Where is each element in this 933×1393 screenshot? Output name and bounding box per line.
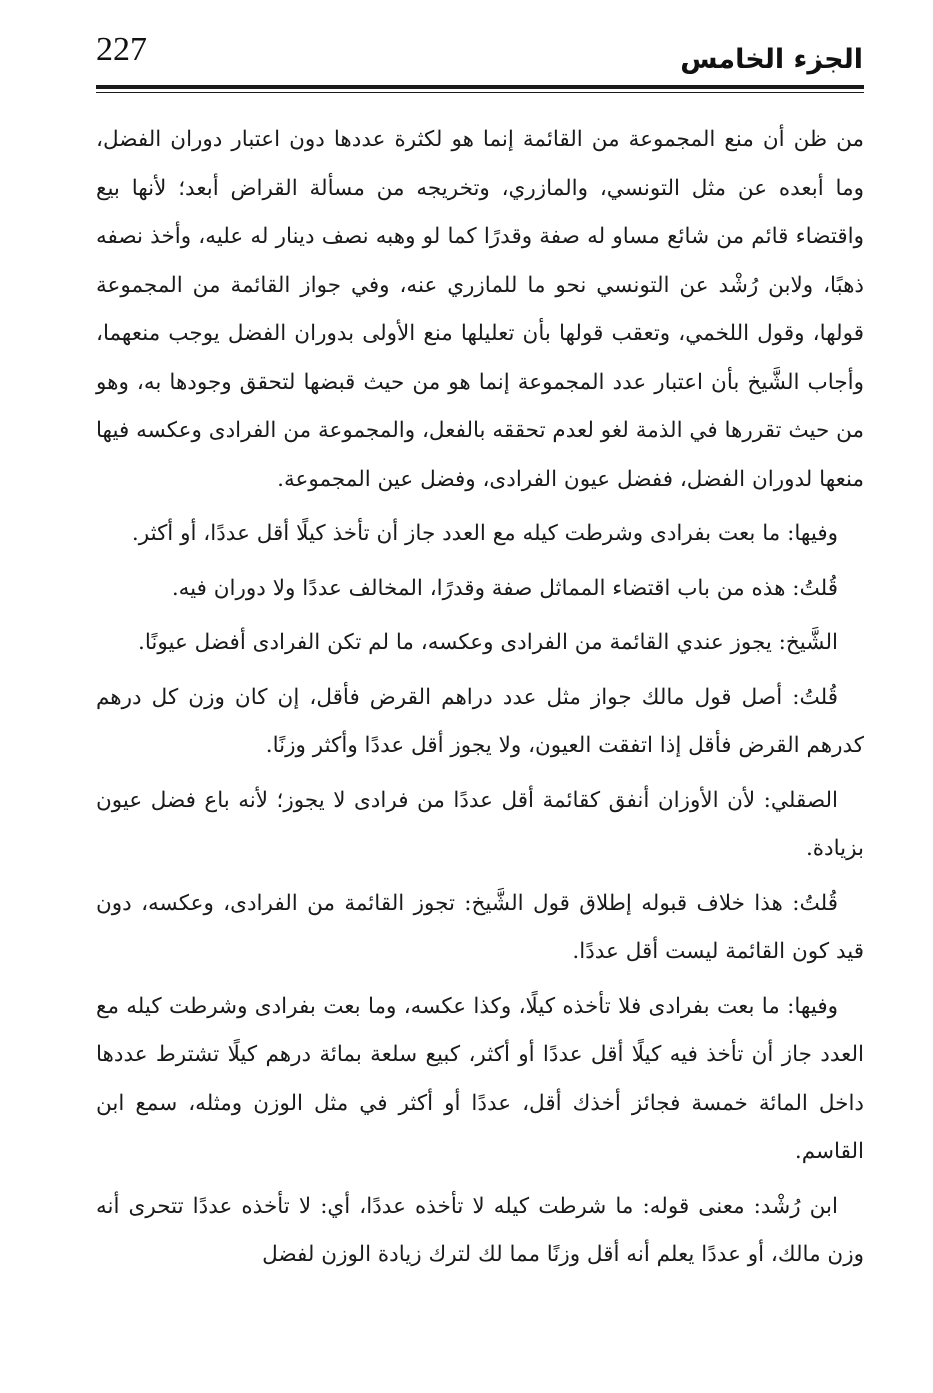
paragraph: قُلتُ: هذه من باب اقتضاء المماثل صفة وقدرًا، المخالف عددًا ولا دوران فيه.	[171, 575, 838, 601]
header-rule-thick	[96, 85, 864, 89]
body-text	[96, 116, 864, 1286]
running-title: الجزء الخامس	[680, 44, 863, 75]
paragraph: قُلتُ: أصل قول مالك جواز مثل عدد دراهم القرض فأقل، إن كان وزن كل درهم كدرهم القرض فأقل إذا اتفقت العيون، ولا يجوز أقل عددًا وأكثر وزنًا.	[96, 684, 864, 758]
paragraph: قُلتُ: هذا خلاف قبوله إطلاق قول الشَّيخ: تجوز القائمة من الفرادى، وعكسه، دون قيد كون القائمة ليست أقل عددًا.	[96, 890, 864, 964]
paragraph: وفيها: ما بعت بفرادى فلا تأخذه كيلًا، وكذا عكسه، وما بعت بفرادى وشرطت كيله مع العدد جاز أن تأخذ فيه كيلًا أقل عددًا أو أكثر، كبيع سلعة بمائة درهم كيلًا تشترط عددها داخل المائة خمسة فجائز أخذك أقل، عددًا أو أكثر في مثل الوزن ومثله، سمع ابن القاسم.	[96, 993, 864, 1164]
paragraph: الصقلي: لأن الأوزان أنفق كقائمة أقل عددًا من فرادى لا يجوز؛ لأنه باع فضل عيون بزيادة.	[96, 787, 864, 861]
page-number: 227	[96, 31, 147, 68]
paragraph: الشَّيخ: يجوز عندي القائمة من الفرادى وعكسه، ما لم تكن الفرادى أفضل عيونًا.	[137, 630, 838, 655]
paragraph: ابن رُشْد: معنى قوله: ما شرطت كيله لا تأخذه عددًا، أي: لا تأخذه عددًا تتحرى أنه وزن مالك، أو عددًا يعلم أنه أقل وزنًا مما لك لترك زيادة الوزن لفضل	[96, 1193, 864, 1267]
paragraph: من ظن أن منع المجموعة من القائمة إنما هو لكثرة عددها دون اعتبار دوران الفضل، وما أبعده عن مثل التونسي، والمازري، وتخريجه من مسألة القراض أبعد؛ لأنها بيع واقتضاء قائم من شائع مساو له صفة وقدرًا كما لو وهبه نصف دينار له عليه، وأخذ نصفه ذهبًا، ولابن رُشْد عن التونسي نحو ما للمازري عنه، وفي جواز القائمة من المجموعة قولها، وقول اللخمي، وتعقب قولها بأن تعليلها منع الأولى بدوران الفضل يوجب منعهما، وأجاب الشَّيخ بأن اعتبار عدد المجموعة إنما هو من حيث قبضها لتحقق وجودها به، وهو من حيث تقررها في الذمة لغو لعدم تحققه بالفعل، والمجموعة من الفرادى وعكسه فيها منعها لدوران الفضل، ففضل عيون الفرادى، وفضل عين المجموعة.	[96, 127, 864, 492]
paragraph: وفيها: ما بعت بفرادى وشرطت كيله مع العدد جاز أن تأخذ كيلًا أقل عددًا، أو أكثر.	[131, 521, 838, 546]
header-rule-thin	[96, 92, 864, 93]
